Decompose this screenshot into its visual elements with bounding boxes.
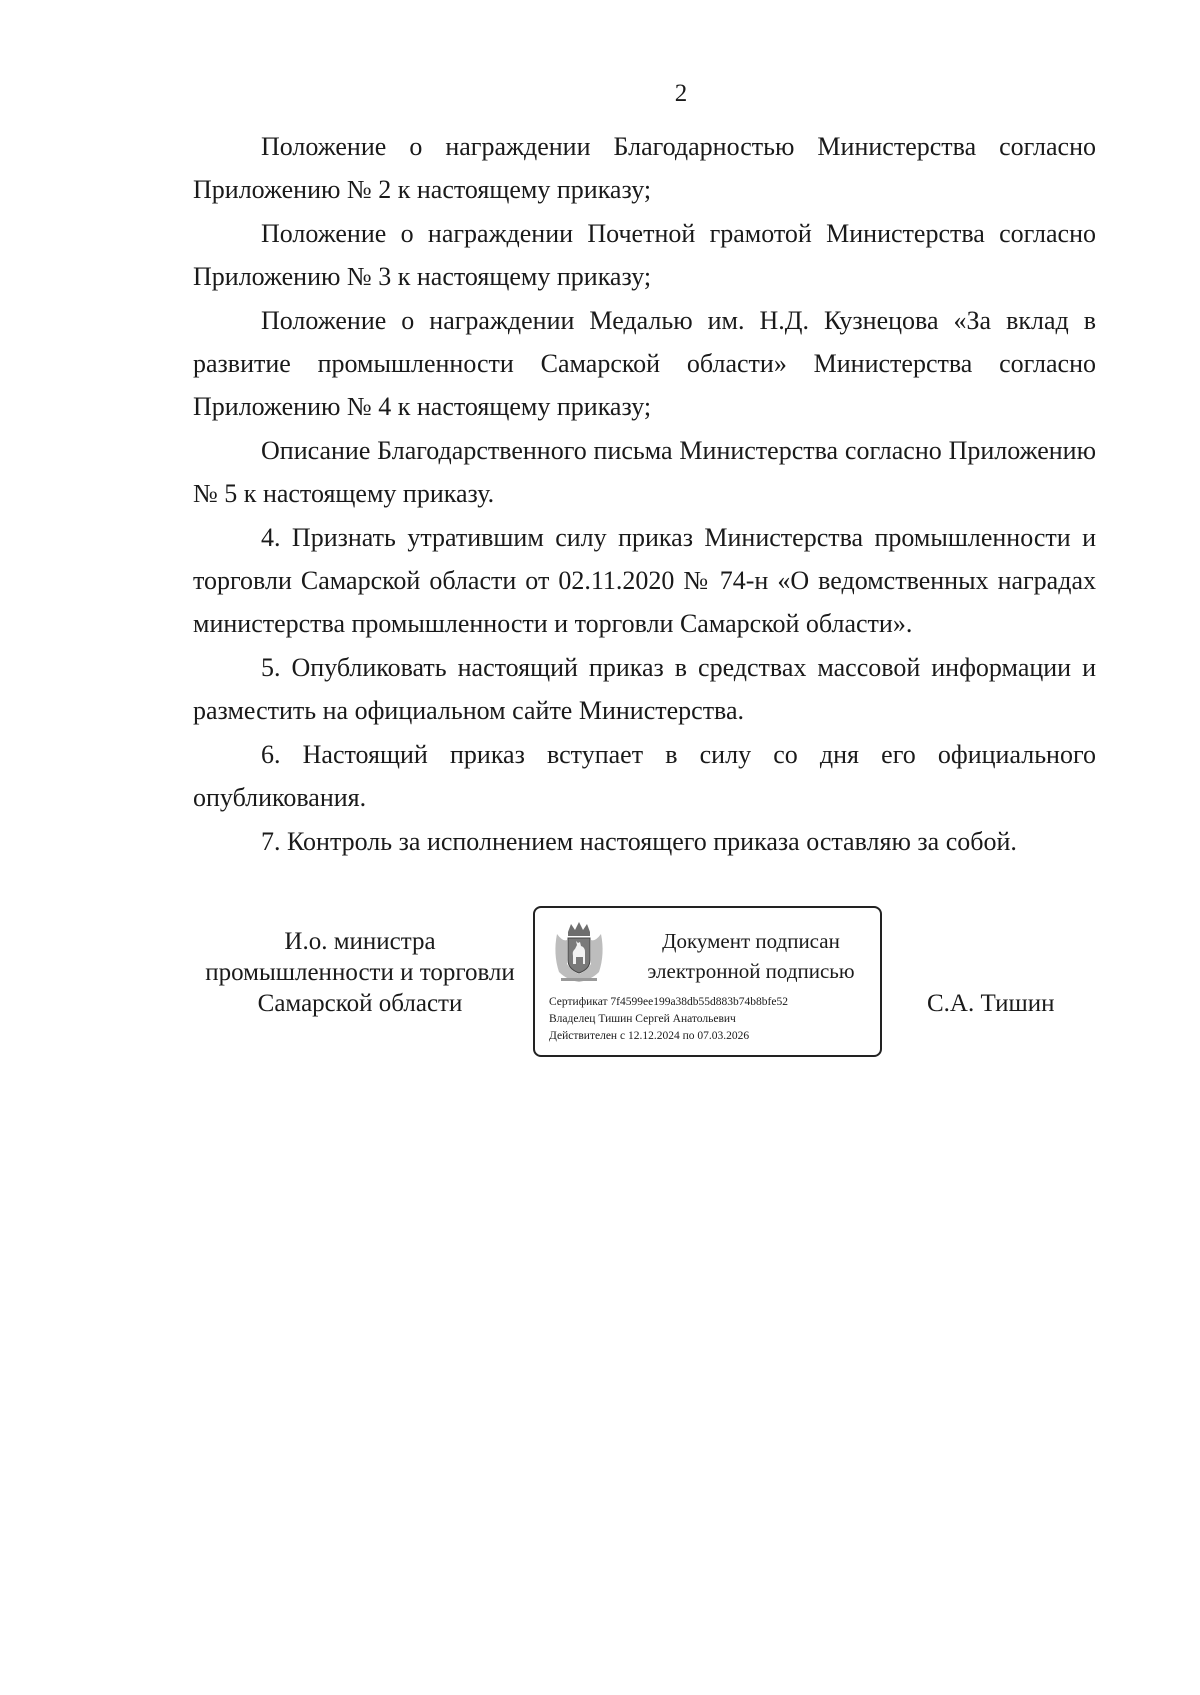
paragraph-appendix-4: Положение о награждении Медалью им. Н.Д. Кузнецова «За вклад в развитие промышленности Самарской области» Министерства согласно Приложению № 4 к настоящему приказу; bbox=[193, 306, 1096, 421]
paragraph-item-5: 5. Опубликовать настоящий приказ в средствах массовой информации и разместить на официальном сайте Министерства. bbox=[193, 653, 1096, 725]
paragraph-appendix-5: Описание Благодарственного письма Министерства согласно Приложению № 5 к настоящему приказу. bbox=[193, 436, 1096, 508]
signatory-name: С.А. Тишин bbox=[927, 990, 1055, 1017]
samara-region-coat-of-arms-icon bbox=[551, 920, 607, 984]
paragraph-appendix-3: Положение о награждении Почетной грамотой Министерства согласно Приложению № 3 к настоящему приказу; bbox=[193, 219, 1096, 291]
signatory-position bbox=[170, 926, 550, 1019]
paragraph-item-6: 6. Настоящий приказ вступает в силу со дня его официального опубликования. bbox=[193, 740, 1096, 812]
signatory-position-line: промышленности и торговли bbox=[205, 959, 515, 986]
esign-heading bbox=[631, 926, 871, 986]
electronic-signature-stamp bbox=[533, 906, 882, 1057]
esign-owner: Владелец Тишин Сергей Анатольевич bbox=[549, 1013, 736, 1025]
signatory-position-line: Самарской области bbox=[257, 990, 463, 1017]
esign-heading-line: электронной подписью bbox=[647, 959, 855, 983]
esign-heading-line: Документ подписан bbox=[662, 929, 840, 953]
paragraph-item-7: 7. Контроль за исполнением настоящего приказа оставляю за собой. bbox=[261, 827, 1017, 857]
page-number: 2 bbox=[674, 80, 688, 107]
signatory-position-line: И.о. министра bbox=[284, 928, 436, 955]
document-body bbox=[193, 126, 1096, 866]
paragraph-appendix-2: Положение о награждении Благодарностью Министерства согласно Приложению № 2 к настоящему приказу; bbox=[193, 132, 1096, 204]
esign-certificate: Сертификат 7f4599ee199a38db55d883b74b8bfe52 bbox=[549, 996, 788, 1008]
esign-validity: Действителен с 12.12.2024 по 07.03.2026 bbox=[549, 1030, 750, 1042]
paragraph-item-4: 4. Признать утратившим силу приказ Министерства промышленности и торговли Самарской области от 02.11.2020 № 74-н «О ведомственных наградах министерства промышленности и торговли Самарской области». bbox=[193, 523, 1096, 638]
esign-details bbox=[549, 994, 788, 1045]
